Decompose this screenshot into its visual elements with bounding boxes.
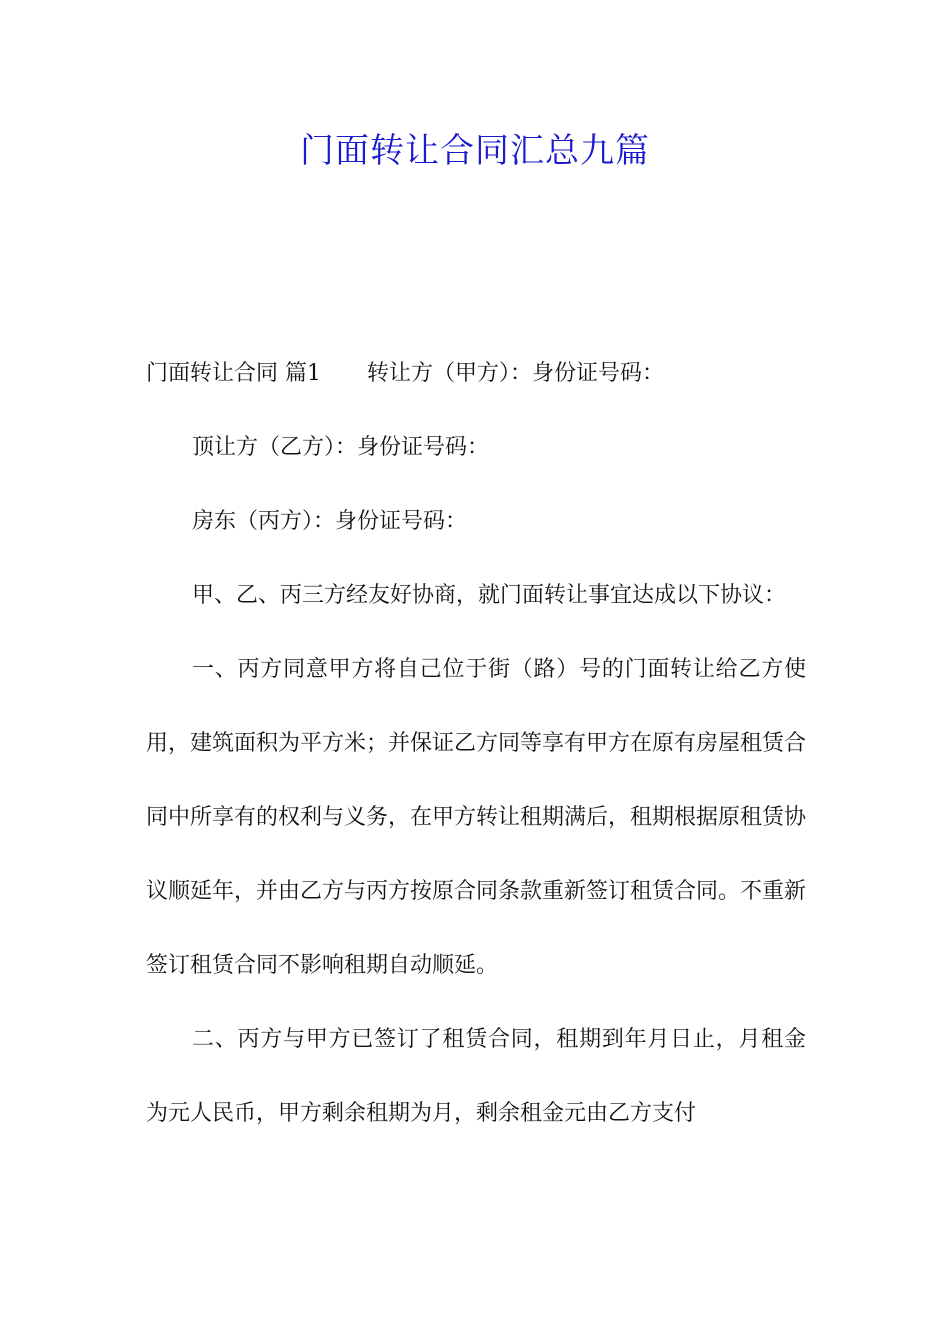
document-body	[146, 337, 806, 1151]
document-title: 门面转让合同汇总九篇	[300, 131, 650, 171]
paragraph-landlord: 房东（丙方）：身份证号码：	[192, 509, 468, 534]
paragraph-transferor: 转让方（甲方）：身份证号码：	[367, 361, 665, 386]
section-heading: 门面转让合同 篇1	[146, 361, 321, 386]
first-line	[146, 337, 806, 411]
paragraph-transferee: 顶让方（乙方）：身份证号码：	[192, 435, 490, 460]
paragraph-clause-1: 一、丙方同意甲方将自己位于街（路）号的门面转让给乙方使用，建筑面积为平方米；并保证乙方同等享有甲方在原有房屋租赁合同中所享有的权利与义务，在甲方转让租期满后，租期根据原租赁协议顺延年，并由乙方与丙方按原合同条款重新签订租赁合同。不重新签订租赁合同不影响租期自动顺延。	[146, 657, 807, 978]
paragraph-agreement-intro: 甲、乙、丙三方经友好协商，就门面转让事宜达成以下协议：	[192, 583, 787, 608]
paragraph-clause-2: 二、丙方与甲方已签订了租赁合同，租期到年月日止，月租金为元人民币，甲方剩余租期为月，剩余租金元由乙方支付	[146, 1027, 806, 1126]
